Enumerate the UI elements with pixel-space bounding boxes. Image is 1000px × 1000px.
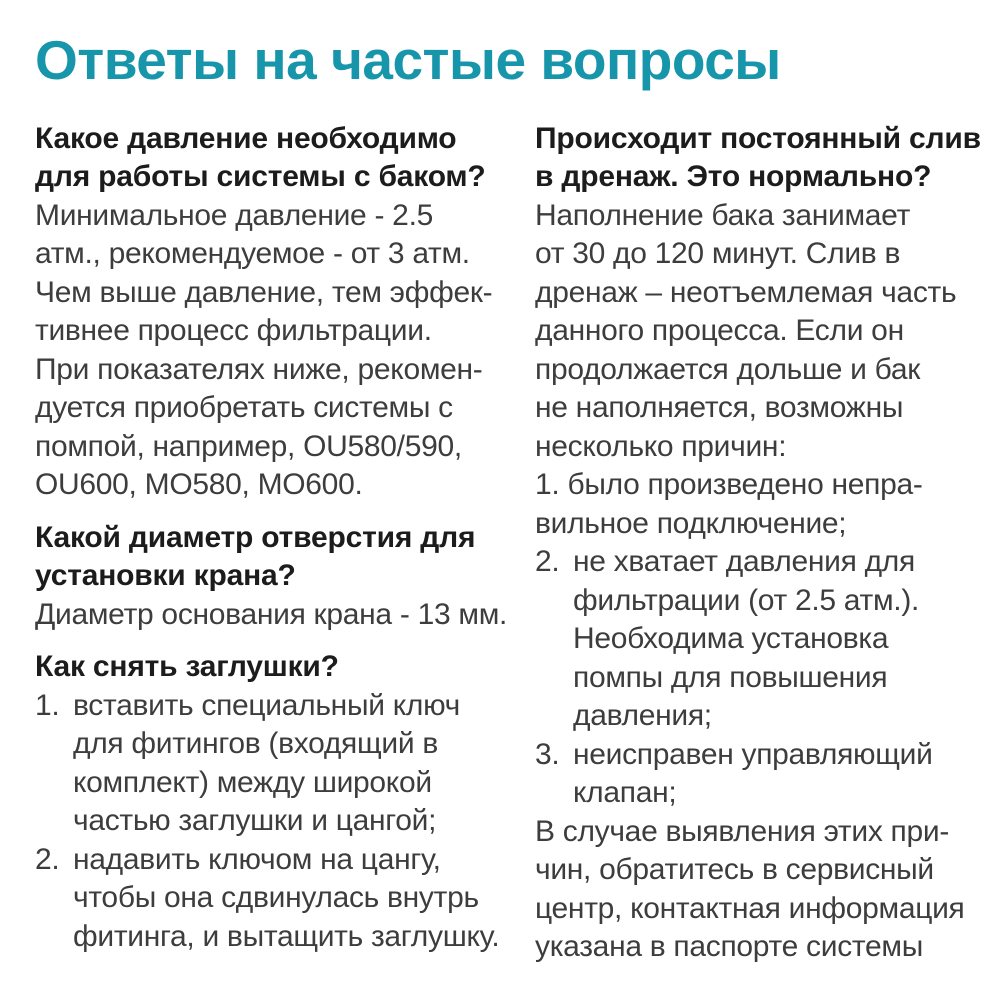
- text-line: вильное подключение;: [535, 506, 847, 540]
- text-line: Наполнение бака занимает: [535, 198, 911, 232]
- text-line: чтобы она сдвинулась внутрь: [73, 881, 479, 915]
- text-line: Как снять заглушки?: [35, 650, 339, 684]
- faq-paragraph: [535, 813, 965, 967]
- text-line: для работы системы с баком?: [35, 160, 486, 194]
- text-line: центр, контактная информация: [535, 891, 965, 925]
- text-line: неисправен управляющий: [573, 737, 933, 771]
- text-line: давления;: [573, 699, 712, 733]
- text-line: атм., рекомендуемое - от 3 атм.: [35, 237, 470, 271]
- list-item-text: [73, 687, 460, 841]
- faq-list-item: [35, 687, 503, 841]
- text-line: тивнее процесс фильтрации.: [35, 314, 432, 348]
- faq-list-item: [535, 543, 965, 736]
- text-line: дренаж – неотъемлемая часть: [535, 275, 957, 309]
- text-line: вставить специальный ключ: [73, 688, 460, 722]
- text-line: продолжается дольше и бак: [535, 352, 921, 386]
- faq-list-item: [535, 736, 965, 813]
- text-line: Необходима установка: [573, 622, 889, 656]
- text-line: в дренаж. Это нормально?: [535, 160, 932, 194]
- text-line: несколько причин:: [535, 429, 787, 463]
- text-line: не хватает давления для: [573, 545, 915, 579]
- list-item-text: [73, 841, 499, 957]
- faq-question: [35, 519, 503, 596]
- text-line: указана в паспорте системы: [535, 930, 923, 964]
- list-marker: 2.: [535, 545, 560, 579]
- text-line: не наполняется, возможны: [535, 391, 904, 425]
- text-line: клапан;: [573, 776, 677, 810]
- text-line: частью заглушки и цангой;: [73, 804, 437, 838]
- text-line: надавить ключом на цангу,: [73, 842, 441, 876]
- faq-paragraph: [535, 466, 965, 543]
- text-line: OU600, MO580, MO600.: [35, 468, 363, 502]
- text-line: данного процесса. Если он: [535, 314, 904, 348]
- list-item-text: [573, 736, 933, 813]
- text-line: фитинга, и вытащить заглушку.: [73, 919, 500, 953]
- text-line: Минимальное давление - 2.5: [35, 198, 433, 232]
- list-marker: 3.: [535, 737, 560, 771]
- list-marker: 1.: [35, 688, 60, 722]
- faq-column-left: [35, 120, 508, 957]
- text-line: Чем выше давление, тем эффек-: [35, 275, 493, 309]
- text-line: фильтрации (от 2.5 атм.).: [573, 583, 920, 617]
- faq-paragraph: [535, 197, 965, 467]
- faq-list-item: [35, 841, 503, 957]
- text-line: установки крана?: [35, 559, 296, 593]
- text-line: помпой, например, OU580/590,: [35, 429, 462, 463]
- text-line: дуется приобретать системы с: [35, 391, 453, 425]
- text-line: В случае выявления этих при-: [535, 814, 950, 848]
- faq-question: [35, 648, 503, 687]
- text-line: помпы для повышения: [573, 660, 888, 694]
- list-marker: 2.: [35, 842, 60, 876]
- text-line: 1. было произведено непра-: [535, 468, 923, 502]
- faq-question: [35, 120, 503, 197]
- text-line: для фитингов (входящий в: [73, 727, 438, 761]
- text-line: Происходит постоянный слив: [535, 121, 981, 155]
- text-line: Диаметр основания крана - 13 мм.: [35, 597, 508, 631]
- faq-column-right: [535, 120, 981, 967]
- faq-paragraph: [35, 197, 503, 505]
- text-line: от 30 до 120 минут. Слив в: [535, 237, 901, 271]
- faq-columns: [35, 120, 981, 967]
- text-line: Какое давление необходимо: [35, 121, 457, 155]
- text-line: Какой диаметр отверстия для: [35, 520, 476, 554]
- list-item-text: [573, 543, 919, 736]
- text-line: комплект) между широкой: [73, 765, 432, 799]
- faq-paragraph: [35, 596, 508, 635]
- text-line: чин, обратитесь в сервисный: [535, 853, 934, 887]
- page-title: Ответы на частые вопросы: [35, 29, 781, 91]
- text-line: При показателях ниже, рекомен-: [35, 352, 483, 386]
- faq-question: [535, 120, 981, 197]
